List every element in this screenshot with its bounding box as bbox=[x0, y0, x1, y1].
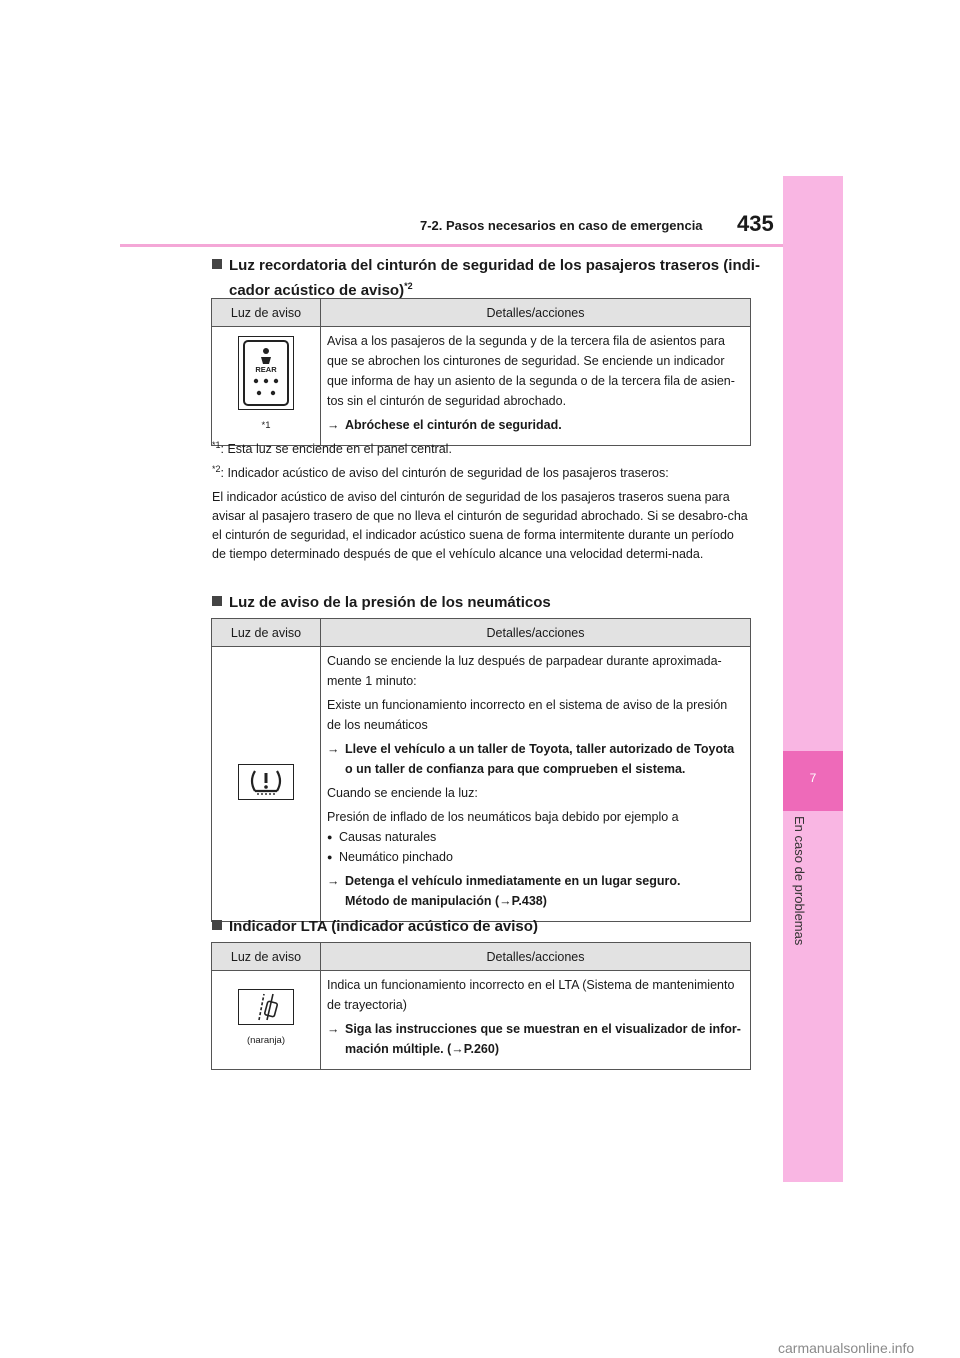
chapter-number-box bbox=[783, 751, 843, 811]
detail-text: Existe un funcionamiento incorrecto en el sistema de aviso de la presión de los neumáticos bbox=[327, 698, 728, 732]
action-text: → Abróchese el cinturón de seguridad. bbox=[327, 415, 744, 435]
chapter-side-tab bbox=[783, 176, 843, 1182]
table-header-details: Detalles/acciones bbox=[321, 943, 751, 971]
table-header-light: Luz de aviso bbox=[212, 619, 321, 647]
arrow-right-icon: → bbox=[327, 1022, 340, 1036]
page-number: 435 bbox=[737, 211, 774, 236]
square-bullet-icon bbox=[212, 596, 222, 606]
lta-lane-tracing-icon bbox=[238, 989, 294, 1025]
section-heading-tire-pressure: Luz de aviso de la presión de los neumáticos bbox=[212, 592, 551, 613]
lta-table bbox=[211, 942, 751, 1070]
detail-text: Avisa a los pasajeros de la segunda y de la tercera fila de asientos para que se abrochen los cinturones de seguridad. Se enciende un indicador que informa de hay un asiento de la segunda o de la tercera fila de asien-tos sin el cinturón de seguridad abrochado. bbox=[327, 334, 735, 408]
warning-details-cell bbox=[321, 647, 751, 922]
seatbelt-paragraph: El indicador acústico de aviso del cinturón de seguridad de los pasajeros traseros suena para avisar al pasajero trasero de que no lleva el cinturón de seguridad abrochado. Si se desabro-cha el cinturón de seguridad, el indicador acústico suena de forma intermitente durante un período de tiempo determinado después de que el vehículo alcance una velocidad determi-nada. bbox=[212, 490, 748, 561]
list-item: ● Causas naturales bbox=[327, 827, 744, 847]
warning-light-cell bbox=[212, 327, 321, 446]
seatbelt-warning-table bbox=[211, 298, 751, 446]
arrow-right-icon: → bbox=[327, 742, 340, 756]
tire-pressure-warning-icon bbox=[238, 764, 294, 800]
footnote-2: $^{*2}$: Indicador acústico de aviso del cinturón de seguridad de los pasajeros traseros: bbox=[212, 464, 669, 481]
chapter-title: En caso de problemas bbox=[792, 816, 807, 946]
header-divider bbox=[120, 244, 783, 247]
table-header-details: Detalles/acciones bbox=[321, 299, 751, 327]
warning-light-cell bbox=[212, 971, 321, 1070]
square-bullet-icon bbox=[212, 920, 222, 930]
section-heading-lta: Indicador LTA (indicador acústico de aviso) bbox=[212, 916, 538, 937]
action-text: → Lleve el vehículo a un taller de Toyota, taller autorizado de Toyota o un taller de confianza para que comprueben el sistema. bbox=[327, 739, 744, 779]
detail-text: Indica un funcionamiento incorrecto en el LTA (Sistema de mantenimiento de trayectoria) bbox=[327, 978, 735, 1012]
arrow-right-icon: → bbox=[327, 418, 340, 432]
section-heading-seatbelt: Luz recordatoria del cinturón de seguridad de los pasajeros traseros (indi- cador acústico de aviso)$^{*2}$ bbox=[212, 255, 760, 301]
section-title: 7-2. Pasos necesarios en caso de emergencia bbox=[420, 218, 703, 233]
tire-pressure-table bbox=[211, 618, 751, 922]
list-item: ● Neumático pinchado bbox=[327, 847, 744, 867]
chapter-number: 7 bbox=[809, 771, 817, 785]
arrow-right-icon: → bbox=[327, 874, 340, 888]
detail-text: Cuando se enciende la luz después de parpadear durante aproximada-mente 1 minuto: bbox=[327, 654, 722, 688]
watermark: carmanualsonline.info bbox=[778, 1340, 915, 1356]
table-header-light: Luz de aviso bbox=[212, 299, 321, 327]
footnote-1: $^{*1}$: Esta luz se enciende en el panel central. bbox=[212, 440, 452, 457]
icon-footnote-mark: *1 bbox=[261, 420, 271, 431]
action-text: → Detenga el vehículo inmediatamente en un lugar seguro. Método de manipulación (→P.438) bbox=[327, 871, 744, 911]
svg-text:REAR: REAR bbox=[255, 365, 277, 374]
icon-color-caption: (naranja) bbox=[246, 1035, 286, 1046]
warning-details-cell bbox=[321, 327, 751, 446]
table-header-light: Luz de aviso bbox=[212, 943, 321, 971]
action-text: → Siga las instrucciones que se muestran en el visualizador de infor-mación múltiple. (→P.260) bbox=[327, 1019, 744, 1059]
warning-details-cell bbox=[321, 971, 751, 1070]
detail-text: Cuando se enciende la luz: bbox=[327, 786, 478, 800]
warning-light-cell bbox=[212, 647, 321, 922]
table-header-details: Detalles/acciones bbox=[321, 619, 751, 647]
detail-text: Presión de inflado de los neumáticos baja debido por ejemplo a bbox=[327, 810, 679, 824]
square-bullet-icon bbox=[212, 259, 222, 269]
rear-seatbelt-reminder-icon bbox=[238, 336, 294, 410]
